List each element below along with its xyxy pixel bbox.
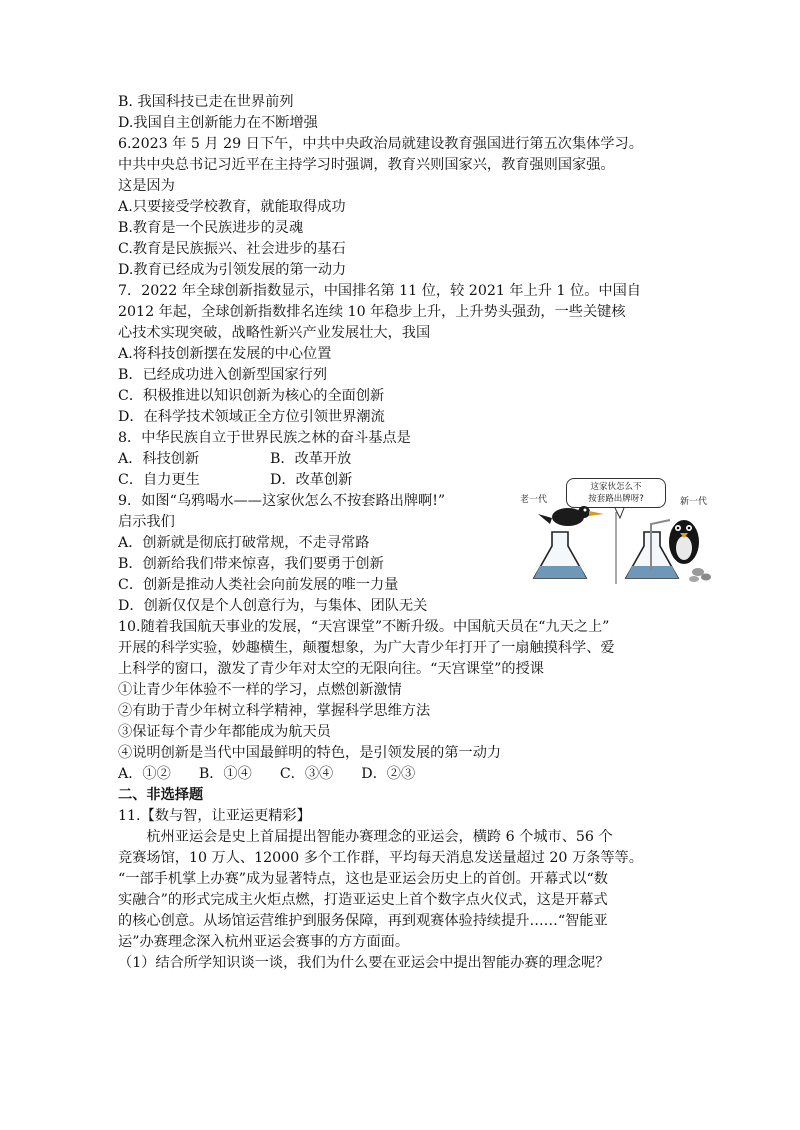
sub-question-1: （1）结合所学知识谈一谈，我们为什么要在亚运会中提出智能办赛的理念呢？ bbox=[118, 955, 610, 971]
option-d: D．在科学技术领域正全方位引领世界潮流 bbox=[118, 409, 385, 425]
question-6 bbox=[118, 134, 698, 281]
question-stem: 这是因为 bbox=[118, 178, 175, 194]
option-a: A．科技创新 bbox=[118, 451, 200, 467]
statement-3: ③保证每个青少年都能成为航天员 bbox=[118, 724, 331, 740]
option-b: B．创新给我们带来惊喜，我们要勇于创新 bbox=[118, 556, 384, 572]
question-stem: 心技术实现突破，战略性新兴产业发展壮大，我国 bbox=[118, 325, 431, 341]
statement-1: ①让青少年体验不一样的学习，点燃创新激情 bbox=[118, 682, 402, 698]
statement-4: ④说明创新是当代中国最鲜明的特色，是引领发展的第一动力 bbox=[118, 745, 502, 761]
question-stem: 10.随着我国航天事业的发展，“天宫课堂”不断升级。中国航天员在“九天之上” bbox=[118, 619, 610, 635]
option-d: D.教育已经成为引领发展的第一动力 bbox=[118, 262, 347, 278]
new-generation-label: 新一代 bbox=[680, 497, 708, 507]
old-generation-label: 老一代 bbox=[520, 495, 548, 505]
option-a: A.将科技创新摆在发展的中心位置 bbox=[118, 346, 332, 362]
option-c: C．积极推进以知识创新为核心的全面创新 bbox=[118, 388, 385, 404]
option-a: A．①② bbox=[118, 766, 171, 782]
paragraph-line: 竞赛场馆，10 万人、12000 多个工作群，平均每天消息发送量超过 20 万条等等。 bbox=[118, 850, 643, 866]
option-b: B．已经成功进入创新型国家行列 bbox=[118, 367, 328, 383]
question-10 bbox=[118, 617, 698, 785]
option-line: D.我国自主创新能力在不断增强 bbox=[118, 115, 318, 131]
question-stem: 6.2023 年 5 月 29 日下午，中共中央政治局就建设教育强国进行第五次集体学习。 bbox=[118, 136, 643, 152]
option-row bbox=[118, 764, 698, 785]
question-stem: 中共中央总书记习近平在主持学习时强调，教育兴则国家兴，教育强则国家强。 bbox=[118, 157, 615, 173]
question-stem: 开展的科学实验，妙趣横生，颠覆想象，为广大青少年打开了一扇触摸科学、爱 bbox=[118, 640, 615, 656]
question-title: 11.【数与智，让亚运更精彩】 bbox=[118, 808, 311, 824]
question-11 bbox=[118, 806, 698, 974]
option-c: C.教育是民族振兴、社会进步的基石 bbox=[118, 241, 346, 257]
option-b: B.教育是一个民族进步的灵魂 bbox=[118, 220, 304, 236]
option-c: C．自力更生 bbox=[118, 472, 200, 488]
option-b: B．改革开放 bbox=[270, 451, 352, 467]
question-stem: 7．2022 年全球创新指数显示，中国排名第 11 位，较 2021 年上升 1 位。中国自 bbox=[118, 283, 641, 299]
statement-2: ②有助于青少年树立科学精神，掌握科学思维方法 bbox=[118, 703, 431, 719]
paragraph-line: 实融合”的形式完成主火炬点燃，打造亚运史上首个数字点火仪式，这是开幕式 bbox=[118, 892, 608, 908]
speech-bubble: 这家伙怎么不 按套路出牌呀? bbox=[566, 478, 666, 508]
paragraph-line: 的核心创意。从场馆运营维护到服务保障，再到观赛体验持续提升……“智能亚 bbox=[118, 913, 608, 929]
option-d: D．②③ bbox=[361, 766, 416, 782]
section-heading: 二、非选择题 bbox=[118, 787, 204, 803]
crow-cartoon-figure bbox=[520, 474, 715, 586]
option-d: D．创新仅仅是个人创意行为，与集体、团队无关 bbox=[118, 598, 428, 614]
paragraph-line: 杭州亚运会是史上首届提出智能办赛理念的亚运会，横跨 6 个城市、56 个 bbox=[146, 829, 613, 845]
question-stem: 9．如图“乌鸦喝水——这家伙怎么不按套路出牌啊!” bbox=[118, 493, 446, 509]
paragraph-line: “一部手机掌上办赛”成为显著特点，这也是亚运会历史上的首创。开幕式以“数 bbox=[118, 871, 608, 887]
question-7 bbox=[118, 281, 698, 428]
question-stem: 启示我们 bbox=[118, 514, 175, 530]
option-c: C．创新是推动人类社会向前发展的唯一力量 bbox=[118, 577, 399, 593]
option-b: B．①④ bbox=[198, 766, 252, 782]
question-stem: 2012 年起，全球创新指数排名连续 10 年稳步上升，上升势头强劲，一些关键核 bbox=[118, 304, 626, 320]
option-a: A.只要接受学校教育，就能取得成功 bbox=[118, 199, 346, 215]
option-row bbox=[118, 449, 698, 470]
cartoon-drawing bbox=[520, 474, 715, 586]
option-c: C．③④ bbox=[279, 766, 334, 782]
question-stem: 8．中华民族自立于世界民族之林的奋斗基点是 bbox=[118, 430, 411, 446]
question-stem: 上科学的窗口，激发了青少年对太空的无限向往。“天宫课堂”的授课 bbox=[118, 661, 544, 677]
option-line: B. 我国科技已走在世界前列 bbox=[118, 94, 294, 110]
option-a: A．创新就是彻底打破常规，不走寻常路 bbox=[118, 535, 370, 551]
paragraph-line: 运”办赛理念深入杭州亚运会赛事的方方面面。 bbox=[118, 934, 410, 950]
option-d: D．改革创新 bbox=[270, 472, 353, 488]
